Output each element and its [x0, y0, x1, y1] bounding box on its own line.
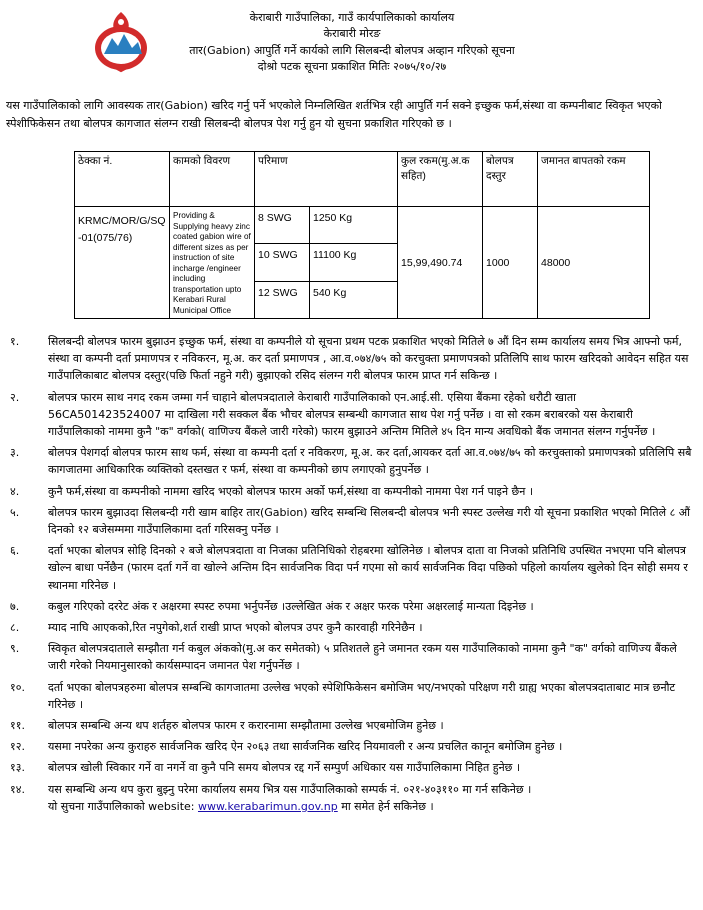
- header-description: कामको विवरण: [170, 152, 255, 207]
- size-cell: 8 SWG: [255, 207, 310, 244]
- condition-number: ५.: [10, 505, 20, 519]
- condition-number: ८.: [10, 621, 20, 635]
- list-item: [0, 333, 692, 385]
- list-item: [0, 504, 692, 538]
- condition-text: दर्ता भएका बोलपत्रहरुमा बोलपत्र सम्बन्धि कागजातमा उल्लेख भएको स्पेशिफिकेसन बमोजिम भए/नभएको परिक्षण गरी ग्राह्य भएका बोलपत्रदाताबाट मात्र छनौट गरिनेछ ।: [48, 680, 675, 711]
- list-item: [0, 483, 692, 500]
- condition-text: बोलपत्र फारम बुझाउदा सिलबन्दी गरी खाम बाहिर तार(Gabion) खरिद सम्बन्धि सिलबन्दी बोलपत्र भनी स्पस्ट उल्लेख गरी यो सूचना प्रकाशित भएको मितिले ८ औं दिनको १२ बजेसम्ममा गाउँपालिकामा दर्ता गरिसक्नु पर्नेछ ।: [48, 505, 691, 537]
- list-item: [0, 717, 692, 734]
- condition-number: ६.: [10, 544, 20, 558]
- guarantee-cell: 48000: [538, 207, 650, 319]
- condition-text: म्याद नाघि आएकको,रित नपुगेको,शर्त राखी प्राप्त भएको बोलपत्र उपर कुनै कारवाही गरिनेछैन ।: [48, 621, 423, 635]
- table-row: [75, 207, 650, 244]
- website-link[interactable]: www.kerabarimun.gov.np: [197, 799, 338, 813]
- condition-number: १२.: [10, 740, 25, 754]
- condition-number: ९.: [10, 642, 20, 656]
- list-item: [0, 444, 692, 478]
- condition-text: बोलपत्र फारम साथ नगद रकम जम्मा गर्न चाहाने बोलपत्रदाताले केराबारी गाउँपालिकाको एन.आई.सी. एसिया बैंकमा रहेको धरौटी खाता 56CA501423524007 मा दाखिला गरी सक्कल बैंक भौचर बोलपत्र सम्बन्धी कागजात साथ पेश गर्नु पर्नेछ । वा सो रकम बराबरको यस केराबारी गाउँपालिकाको नाममा कुनै "क" वर्गको( वाणिज्य बैंकले जारी गरेको) फारम बुझाउने अन्तिम मितिले ४५ दिन मान्य अवधिको बैंक जमानत संलग्न गर्नुपर्नेछ ।: [48, 390, 656, 439]
- total-amount-cell: 15,99,490.74: [398, 207, 483, 319]
- notice-title: तार(Gabion) आपुर्ति गर्ने कार्यको लागि सिलबन्दी बोलपत्र अव्हान गरिएको सूचना: [189, 43, 515, 57]
- header-total-amount: कुल रकम(मु.अ.क सहित): [398, 152, 483, 207]
- list-item: [0, 759, 692, 776]
- condition-text: दर्ता भएका बोलपत्र सोहि दिनको २ बजे बोलपत्रदाता वा निजका प्रतिनिधिको रोहबरमा खोलिनेछ । बोलपत्र दाता वा निजको प्रतिनिधि उपस्थित नभएमा पनि बोलपत्र खोल्न बाधा पर्नेछैन (फारम दर्ता गर्ने वा खोल्ने अन्तिम दिन सार्वजनिक विदा पर्न गएमा सो कार्य सार्वजनिक विदा पछिको पहिलो कार्यालय खुलेको दिन सोही समय र स्थानमा गरिनेछ ।: [48, 544, 688, 592]
- qty-cell: 540 Kg: [310, 281, 398, 318]
- condition-text: यसमा नपरेका अन्य कुराहरु सार्वजनिक खरिद ऐन २०६३ तथा सार्वजनिक खरिद नियमावली र अन्य प्रचलित कानून बमोजिम हुनेछ ।: [48, 740, 563, 754]
- table-header-row: [75, 152, 650, 207]
- condition-text: बोलपत्र खोली स्विकार गर्ने वा नगर्ने वा कुनै पनि समय बोलपत्र रद्द गर्ने सम्पुर्ण अधिकार यस गाउँपालिकामा निहित हुनेछ ।: [48, 761, 521, 775]
- condition-number: १४.: [10, 782, 25, 796]
- intro-paragraph: यस गाउँपालिकाको लागि आवस्यक तार(Gabion) खरिद गर्नु पर्ने भएकोले निम्नलिखित शर्तभित्र रही आपुर्ति गर्न सक्ने इच्छुक फर्म,संस्था वा कम्पनीबाट स्विकृत भएको स्पेशीफिकेसन तथा बोलपत्र कागजात संलग्न राखी सिलबन्दी बोलपत्र पेश गर्नु हुन यो सुचना प्रकाशित गरिएको छ ।: [6, 99, 662, 130]
- condition-number: १३.: [10, 761, 25, 775]
- qty-cell: 1250 Kg: [310, 207, 398, 244]
- qty-cell: 11100 Kg: [310, 244, 398, 281]
- condition-number: १०.: [10, 680, 25, 694]
- tender-table: [74, 151, 650, 319]
- condition-number: ७.: [10, 599, 20, 613]
- conditions-list: [0, 333, 692, 819]
- header-bid-fee: बोलपत्र दस्तुर: [483, 152, 538, 207]
- size-cell: 10 SWG: [255, 244, 310, 281]
- website-prefix: यो सुचना गाउँपालिकाको website:: [48, 799, 195, 813]
- website-suffix: मा समेत हेर्न सकिनेछ ।: [341, 799, 434, 813]
- notice-header: [140, 10, 564, 76]
- list-item: [0, 781, 692, 815]
- list-item: [0, 598, 692, 615]
- condition-text: बोलपत्र पेशगर्दा बोलपत्र फारम साथ फर्म, संस्था वा कम्पनी दर्ता र नविकरण, मू.अ. कर दर्ता,आयकर दर्ता आ.व.०७४/७५ को करचुक्ताको प्रमाणपत्रको प्रतिलिपि सबै कागजातमा आधिकारिक व्यक्तिको दस्तखत र फर्म, संस्था वा कम्पनीको छाप लगाएको हुनुपर्नेछ ।: [48, 446, 692, 477]
- contract-no-cell: KRMC/MOR/G/SQ-01(075/76): [75, 207, 170, 319]
- condition-number: ४.: [10, 484, 20, 498]
- office-location: केराबारी मोरङ: [323, 27, 381, 41]
- condition-text: कबुल गरिएको दररेट अंक र अक्षरमा स्पस्ट रुपमा भर्नुपर्नेछ ।उल्लेखित अंक र अक्षर फरक परेमा अक्षरलाई मान्यता दिइनेछ ।: [48, 599, 534, 613]
- bid-fee-cell: 1000: [483, 207, 538, 319]
- condition-text: सिलबन्दी बोलपत्र फारम बुझाउन इच्छुक फर्म, संस्था वा कम्पनीले यो सूचना प्रथम पटक प्रकाशित भएको मितिले ७ औं दिन सम्म कार्यालय समय भित्र आफ्नो फर्म, संस्था वा कम्पनी दर्ता प्रमाणपत्र र नविकरन, मू.अ. कर दर्ता प्रमाणपत्र , आ.व.०७४/७५ को करचुक्ता प्रमाणपत्रको प्रतिलिपि साथ फारम खरिदको आवेदन सहित यस गाउँपालिकाबाट बोलपत्र दस्तुर(पछि फिर्ता नहुने गरी) बुझाएको रसिद संलग्न गरी बोलपत्र फारम प्राप्त गर्न सकिन्छ ।: [48, 335, 689, 383]
- list-item: [0, 389, 692, 441]
- condition-number: ११.: [10, 719, 25, 733]
- header-quantity: परिमाण: [255, 152, 398, 207]
- size-cell: 12 SWG: [255, 281, 310, 318]
- header-contract-no: ठेक्का नं.: [75, 152, 170, 207]
- list-item: [0, 679, 692, 713]
- condition-text: यस सम्बन्धि अन्य थप कुरा बुझ्नु परेमा कार्यालय समय भित्र यस गाउँपालिकाको सम्पर्क नं. ०२१-४०३११० मा गर्न सकिनेछ ।: [48, 782, 532, 796]
- list-item: [0, 640, 692, 674]
- list-item: [0, 619, 692, 636]
- list-item: [0, 738, 692, 755]
- condition-text: कुनै फर्म,संस्था वा कम्पनीको नाममा खरिद भएको बोलपत्र फारम अर्को फर्म,संस्था वा कम्पनीको नाममा पेश गर्न पाइने छैन ।: [48, 484, 534, 498]
- condition-number: २.: [10, 390, 20, 404]
- office-name: केराबारी गाउँपालिका, गाउँ कार्यपालिकाको कार्यालय: [249, 11, 455, 24]
- description-cell: Providing & Supplying heavy zinc coated gabion wire of different sizes as per instruction of site incharge /engineer including transportation upto Kerabari Rural Municipal Office: [170, 207, 255, 319]
- condition-text: स्विकृत बोलपत्रदाताले सम्झौता गर्न कबुल अंकको(मु.अ कर समेतको) ५ प्रतिशतले हुने जमानत रकम यस गाउँपालिकाको नाममा कुनै "क" वर्गको वाणिज्य बैंकले जारी गरेको नियमानुसारको कार्यसम्पादन जमानत पेश गर्नुपर्नेछ ।: [48, 642, 677, 673]
- condition-text: बोलपत्र सम्बन्धि अन्य थप शर्तहरु बोलपत्र फारम र करारनामा सम्झौतामा उल्लेख भएबमोजिम हुनेछ ।: [48, 719, 444, 733]
- condition-number: ३.: [10, 446, 20, 460]
- header-guarantee: जमानत बापतको रकम: [538, 152, 650, 207]
- condition-number: १.: [10, 335, 20, 348]
- list-item: [0, 542, 692, 594]
- publish-date: दोश्रो पटक सूचना प्रकाशित मितिः २०७५/१०/२७: [257, 60, 447, 74]
